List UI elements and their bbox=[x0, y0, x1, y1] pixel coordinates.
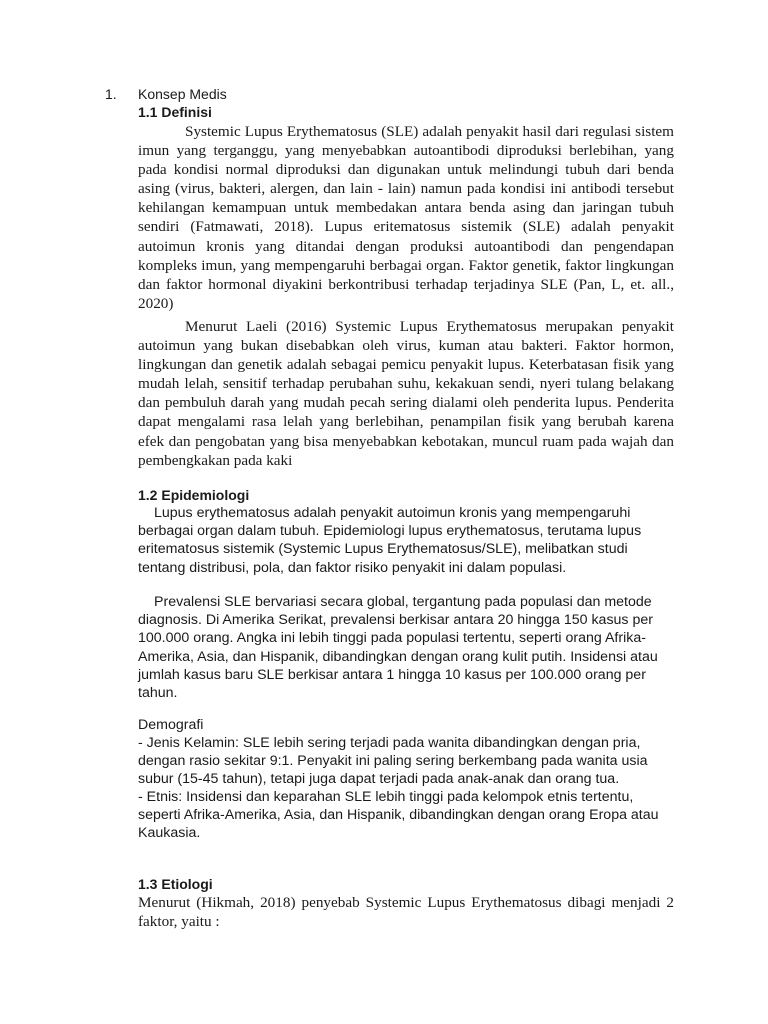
epidemiologi-paragraph-1: Lupus erythematosus adalah penyakit autoimun kronis yang mempengaruhi berbagai organ dalam tubuh. Epidemiologi lupus erythematosus, terutama lupus eritematosus sistemik (Systemic Lupus Erythematosus/SLE), melibatkan studi tentang distribusi, pola, dan faktor risiko penyakit ini dalam populasi. bbox=[138, 505, 642, 576]
section-number: 1. bbox=[105, 86, 117, 102]
definisi-paragraph-1: Systemic Lupus Erythematosus (SLE) adalah penyakit hasil dari regulasi sistem imun yang terganggu, yang menyebabkan autoantibodi diproduksi berlebihan, yang pada kondisi normal diproduksi dan digunakan untuk melindungi tubuh dari benda asing (virus, bakteri, alergen, dan lain - lain) namun pada kondisi ini antibodi tersebut kehilangan kemampuan untuk membedakan antara benda asing dan jaringan tubuh sendiri (Fatmawati, 2018). Lupus eritematosus sistemik (SLE) adalah penyakit autoimun kronis yang ditandai dengan produksi autoantibodi dan pengendapan kompleks imun, yang mempengaruhi berbagai organ. Faktor genetik, faktor lingkungan dan faktor hormonal diyakini berkontribusi terhadap terjadinya SLE (Pan, L, et. all., 2020) bbox=[138, 123, 674, 312]
epidemiologi-paragraph-2: Prevalensi SLE bervariasi secara global, tergantung pada populasi dan metode diagnosis. Di Amerika Serikat, prevalensi berkisar antara 20 hingga 150 kasus per 100.000 orang. Angka ini lebih tinggi pada populasi tertentu, seperti orang Afrika-Amerika, Asia, dan Hispanik, dibandingkan dengan orang kulit putih. Insidensi atau jumlah kasus baru SLE berkisar antara 1 hingga 10 kasus per 100.000 orang per tahun. bbox=[138, 594, 658, 702]
section-title: Konsep Medis bbox=[138, 86, 227, 102]
demografi-item-ethnicity: - Etnis: Insidensi dan keparahan SLE lebih tinggi pada kelompok etnis tertentu, seperti Afrika-Amerika, Asia, dan Hispanik, dibandingkan dengan orang Eropa atau Kaukasia. bbox=[138, 789, 659, 842]
epidemiologi-heading: 1.2 Epidemiologi bbox=[138, 487, 250, 503]
definisi-heading: 1.1 Definisi bbox=[138, 104, 212, 120]
demografi-title: Demografi bbox=[138, 717, 204, 733]
demografi-item-gender: - Jenis Kelamin: SLE lebih sering terjadi pada wanita dibandingkan dengan pria, dengan rasio sekitar 9:1. Penyakit ini paling sering berkembang pada wanita usia subur (15-45 tahun), tetapi juga dapat terjadi pada anak-anak dan orang tua. bbox=[138, 735, 648, 788]
etiologi-paragraph-1: Menurut (Hikmah, 2018) penyebab Systemic Lupus Erythematosus dibagi menjadi 2 faktor, yaitu : bbox=[138, 894, 674, 931]
definisi-paragraph-2: Menurut Laeli (2016) Systemic Lupus Erythematosus merupakan penyakit autoimun yang bukan disebabkan oleh virus, kuman atau bakteri. Faktor hormon, lingkungan dan genetik adalah sebagai pemicu penyakit lupus. Keterbatasan fisik yang mudah lelah, sensitif terhadap perubahan suhu, kekakuan sendi, nyeri tulang belakang dan pembuluh darah yang mudah pecah sering dialami oleh penderita lupus. Penderita dapat mengalami rasa lelah yang berlebihan, penampilan fisik yang berubah karena efek dan pengobatan yang bisa menyebabkan kebotakan, muncul ruam pada wajah dan pembengkakan pada kaki bbox=[138, 318, 674, 469]
etiologi-heading: 1.3 Etiologi bbox=[138, 876, 213, 892]
